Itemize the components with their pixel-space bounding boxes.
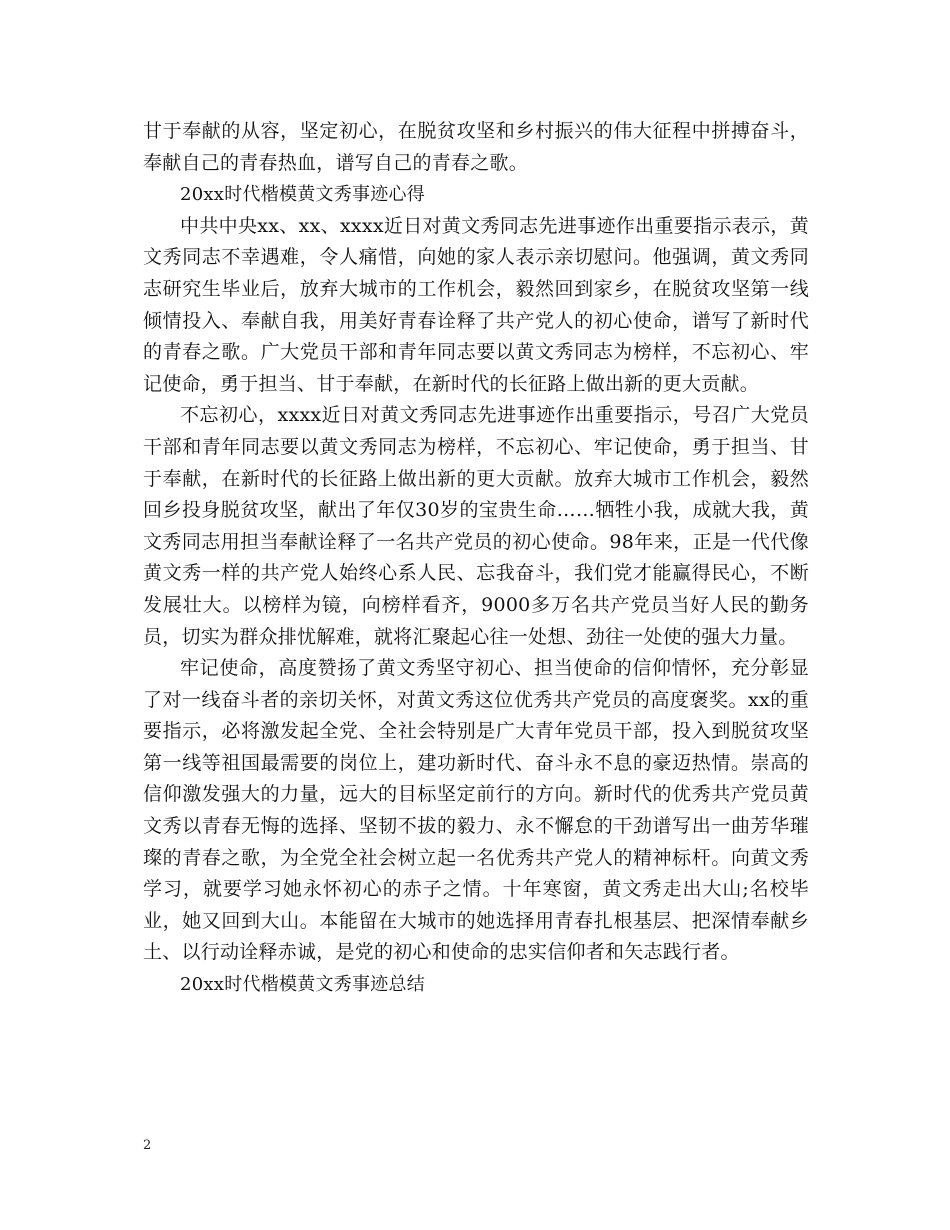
section-heading-insights: 20xx时代楷模黄文秀事迹心得 xyxy=(180,184,425,206)
paragraph-original-aspiration: 不忘初心，xxxx近日对黄文秀同志先进事迹作出重要指示，号召广大党员干部和青年同志要以黄文秀同志为榜样，不忘初心、牢记使命，勇于担当、甘于奉献，在新时代的长征路上做出新的更大贡献。放弃大城市工作机会，毅然回乡投身脱贫攻坚，献出了年仅30岁的宝贵生命……牺牲小我，成就大我，黄文秀同志用担当奉献诠释了一名共产党员的初心使命。98年来，正是一代代像黄文秀一样的共产党人始终心系人民、忘我奋斗，我们党才能赢得民心，不断发展壮大。以榜样为镜，向榜样看齐，9000多万名共产党员当好人民的勤务员，切实为群众排忧解难，就将汇聚起心往一处想、劲往一处使的强大力量。 xyxy=(143,404,809,648)
document-body xyxy=(143,116,809,1001)
paragraph-central-committee: 中共中央xx、xx、xxxx近日对黄文秀同志先进事迹作出重要指示表示，黄文秀同志不幸遇难，令人痛惜，向她的家人表示亲切慰问。他强调，黄文秀同志研究生毕业后，放弃大城市的工作机会，毅然回到家乡，在脱贫攻坚第一线倾情投入、奉献自我，用美好青春诠释了共产党人的初心使命，谱写了新时代的青春之歌。广大党员干部和青年同志要以黄文秀同志为榜样，不忘初心、牢记使命，勇于担当、甘于奉献，在新时代的长征路上做出新的更大贡献。 xyxy=(143,214,809,395)
paragraph-continuation: 甘于奉献的从容，坚定初心，在脱贫攻坚和乡村振兴的伟大征程中拼搏奋斗，奉献自己的青春热血，谱写自己的青春之歌。 xyxy=(143,120,809,174)
section-heading-summary: 20xx时代楷模黄文秀事迹总结 xyxy=(180,974,425,996)
page-number: 2 xyxy=(143,1138,152,1153)
paragraph-mission: 牢记使命，高度赞扬了黄文秀坚守初心、担当使命的信仰情怀，充分彰显了对一线奋斗者的亲切关怀，对黄文秀这位优秀共产党员的高度褒奖。xx的重要指示，必将激发起全党、全社会特别是广大青年党员干部，投入到脱贫攻坚第一线等祖国最需要的岗位上，建功新时代、奋斗永不息的豪迈热情。崇高的信仰激发强大的力量，远大的目标坚定前行的方向。新时代的优秀共产党员黄文秀以青春无悔的选择、坚韧不拔的毅力、永不懈怠的干劲谱写出一曲芳华璀璨的青春之歌，为全党全社会树立起一名优秀共产党人的精神标杆。向黄文秀学习，就要学习她永怀初心的赤子之情。十年寒窗，黄文秀走出大山;名校毕业，她又回到大山。本能留在大城市的她选择用青春扎根基层、把深情奉献乡土、以行动诠释赤诚，是党的初心和使命的忠实信仰者和矢志践行者。 xyxy=(143,657,809,964)
